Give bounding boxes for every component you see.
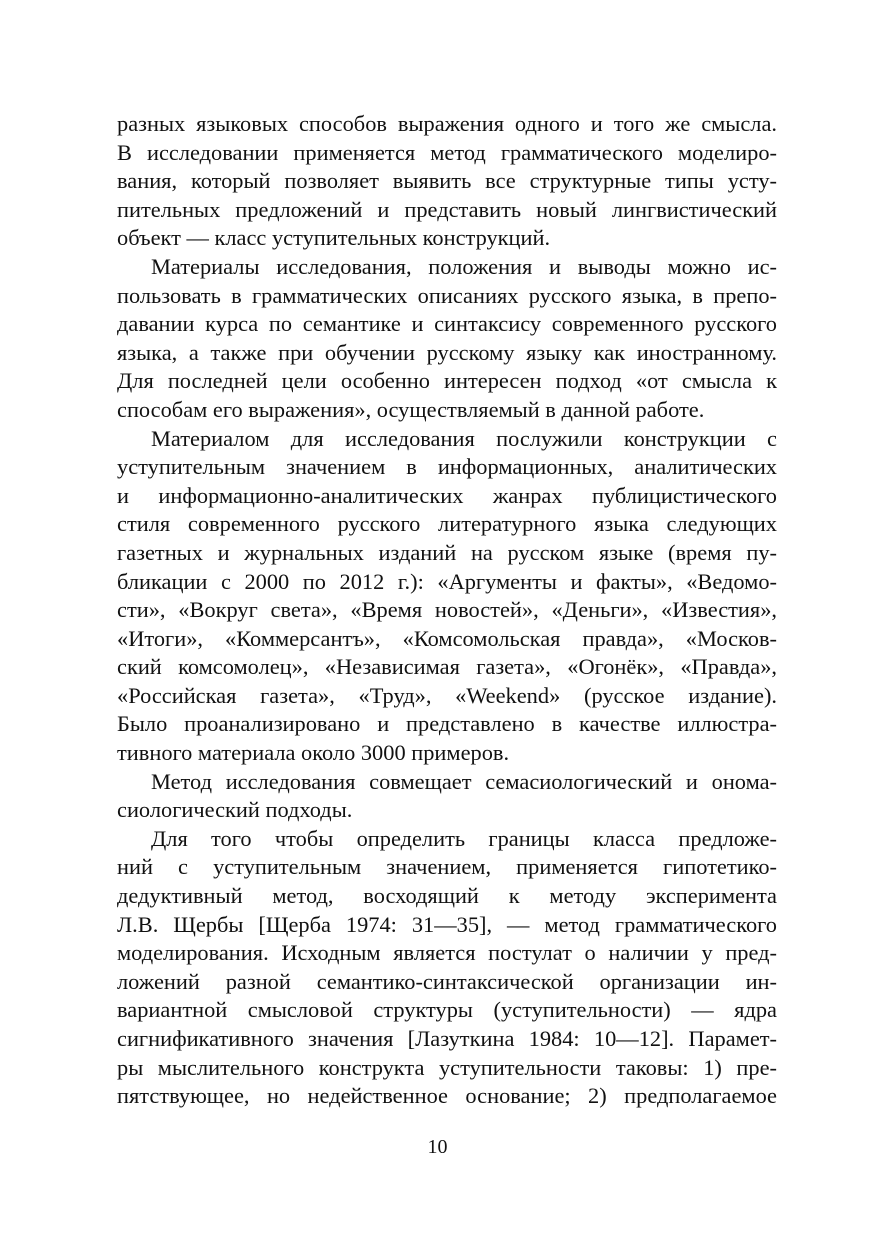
text-line: Метод исследования совмещает семасиологический и онома-: [151, 768, 777, 794]
text-line: Для последней цели особенно интересен подход «от смысла к: [117, 368, 777, 394]
text-line: пятствующее, но недейственное основание; 2) предполагаемое: [117, 1083, 777, 1109]
text-line: Для того чтобы определить границы класса предложе-: [151, 825, 777, 851]
text-line: газетных и журнальных изданий на русском языке (время пу-: [117, 539, 777, 565]
text-line: вариантной смысловой структуры (уступительности) — ядра: [117, 997, 777, 1023]
text-line: уступительным значением в информационных, аналитических: [117, 454, 777, 480]
paragraph-4: [117, 768, 777, 825]
text-line: вания, который позволяет выявить все структурные типы усту-: [117, 168, 777, 194]
text-line: бликации с 2000 по 2012 г.): «Аргументы и факты», «Ведомо-: [117, 568, 777, 594]
text-line: сиологический подходы.: [117, 797, 353, 823]
text-line: способам его выражения», осуществляемый в данной работе.: [117, 396, 705, 422]
text-line: Л.В. Щербы [Щерба 1974: 31—35], — метод грамматического: [117, 911, 777, 937]
text-line: ры мыслительного конструкта уступительности таковы: 1) пре-: [117, 1054, 777, 1080]
text-line: тивного материала около 3000 примеров.: [117, 740, 510, 766]
text-line: сти», «Вокруг света», «Время новостей», «Деньги», «Известия»,: [117, 597, 777, 623]
text-line: Было проанализировано и представлено в качестве иллюстра-: [117, 711, 777, 737]
text-line: пительных предложений и представить новый лингвистический: [117, 196, 777, 222]
text-line: сигнификативного значения [Лазуткина 1984: 10—12]. Парамет-: [117, 1026, 777, 1051]
text-line: объект — класс уступительных конструкций.: [117, 225, 551, 251]
text-line: языка, а также при обучении русскому языку как иностранному.: [117, 339, 777, 365]
paragraph-2: [117, 253, 777, 425]
text-line: и информационно-аналитических жанрах публицистического: [117, 482, 777, 508]
text-line: ский комсомолец», «Независимая газета», «Огонёк», «Правда»,: [117, 654, 777, 680]
text-line: «Российская газета», «Труд», «Weekend» (русское издание).: [117, 682, 777, 708]
page-number: 10: [427, 1136, 448, 1158]
text-line: пользовать в грамматических описаниях русского языка, в препо-: [117, 282, 777, 308]
text-line: Материалы исследования, положения и выводы можно ис-: [151, 253, 777, 279]
paragraph-3: [117, 425, 777, 768]
text-line: разных языковых способов выражения одного и того же смысла.: [117, 111, 777, 136]
text-line: дедуктивный метод, восходящий к методу эксперимента: [117, 883, 777, 909]
paragraph-5: [117, 825, 777, 1111]
text-line: ний с уступительным значением, применяется гипотетико-: [117, 854, 777, 880]
text-line: Материалом для исследования послужили конструкции с: [151, 425, 777, 451]
text-line: стиля современного русского литературного языка следующих: [117, 511, 777, 537]
text-line: давании курса по семантике и синтаксису современного русского: [117, 311, 777, 337]
text-line: ложений разной семантико-синтаксической организации ин-: [117, 968, 777, 994]
text-line: В исследовании применяется метод грамматического моделиро-: [117, 139, 777, 165]
text-line: «Итоги», «Коммерсантъ», «Комсомольская правда», «Москов-: [117, 625, 777, 651]
text-line: моделирования. Исходным является постулат о наличии у пред-: [117, 940, 777, 966]
page-body: [117, 110, 777, 1111]
paragraph-1: [117, 110, 777, 253]
